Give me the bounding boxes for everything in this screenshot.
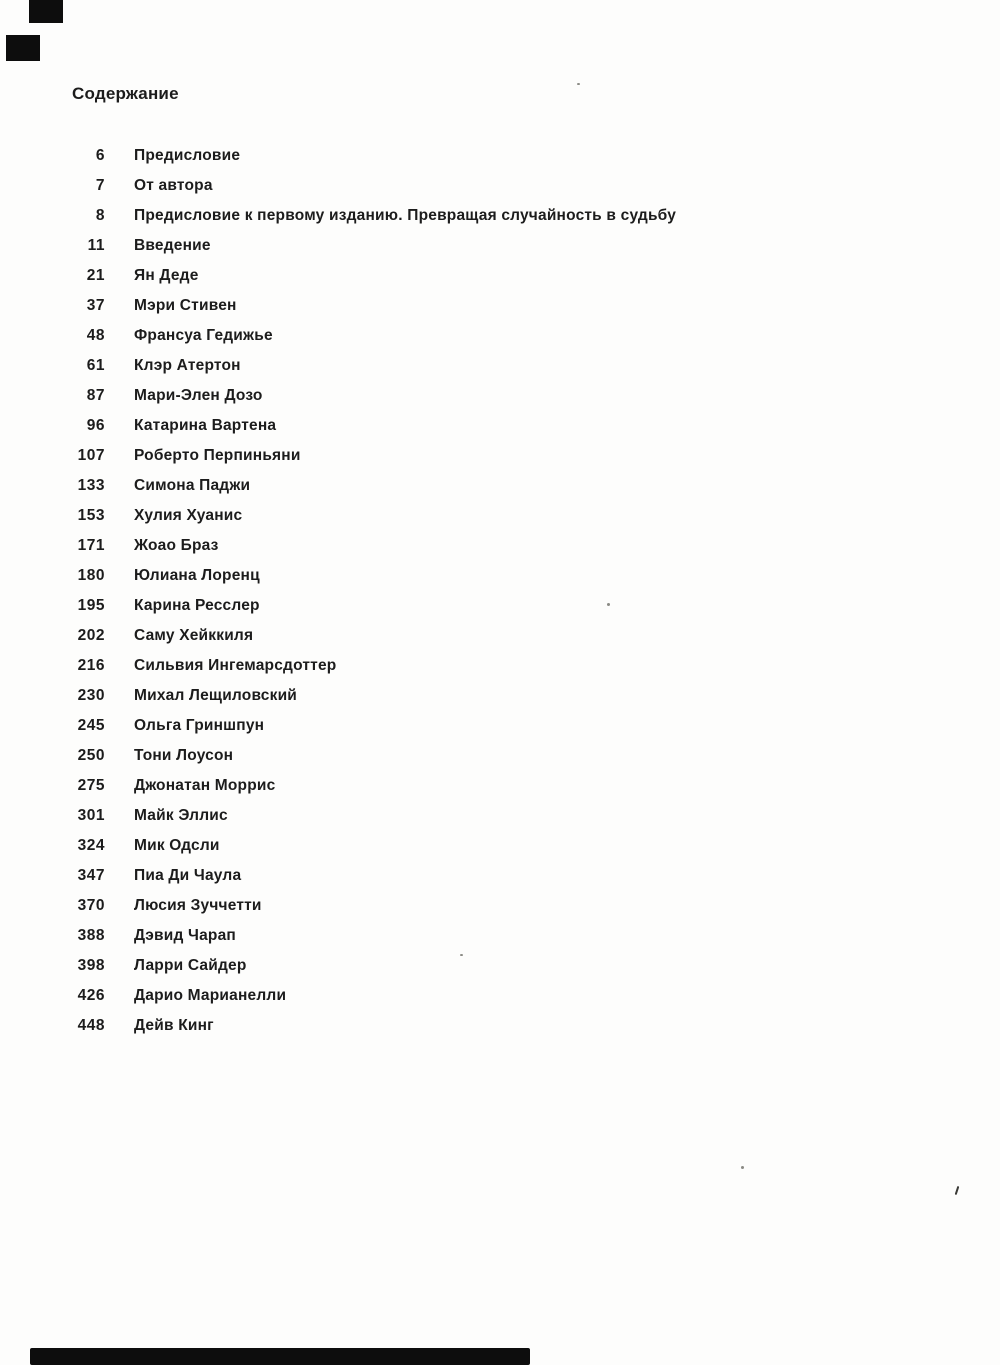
- scan-speck: [577, 83, 580, 85]
- toc-entry-title: Дарио Марианелли: [134, 987, 287, 1004]
- table-of-contents: [0, 141, 1000, 1041]
- toc-entry-title: Ольга Гриншпун: [134, 717, 265, 734]
- toc-page-number: 275: [77, 777, 105, 794]
- toc-entry: [0, 351, 1000, 381]
- toc-entry: [0, 231, 1000, 261]
- toc-entry: [0, 951, 1000, 981]
- toc-entry: [0, 501, 1000, 531]
- scan-artifact-bottom-bar: [30, 1348, 530, 1365]
- toc-entry-title: Сильвия Ингемарсдоттер: [134, 657, 337, 674]
- toc-entry-title: Мари-Элен Дозо: [134, 387, 263, 404]
- toc-entry: [0, 651, 1000, 681]
- toc-page-number: 250: [77, 747, 105, 764]
- toc-entry-title: Катарина Вартена: [134, 417, 277, 434]
- toc-page-number: 21: [86, 267, 105, 284]
- toc-page-number: 96: [86, 417, 105, 434]
- toc-page-number: 37: [86, 297, 105, 314]
- toc-page-number: 230: [77, 687, 105, 704]
- toc-page-number: 48: [86, 327, 105, 344]
- toc-entry: [0, 141, 1000, 171]
- toc-entry: [0, 411, 1000, 441]
- toc-page-number: 8: [95, 207, 105, 224]
- toc-entry: [0, 921, 1000, 951]
- toc-entry-title: Мэри Стивен: [134, 297, 237, 314]
- toc-page-number: 398: [77, 957, 105, 974]
- toc-entry: [0, 291, 1000, 321]
- toc-entry: [0, 771, 1000, 801]
- toc-page-number: 202: [77, 627, 105, 644]
- toc-page-number: 347: [77, 867, 105, 884]
- toc-entry: [0, 381, 1000, 411]
- toc-page-number: 153: [77, 507, 105, 524]
- toc-entry-title: Ян Деде: [134, 267, 199, 284]
- page-title: Содержание: [72, 84, 179, 103]
- toc-entry: [0, 681, 1000, 711]
- toc-entry-title: Майк Эллис: [134, 807, 228, 824]
- toc-page-number: 87: [86, 387, 105, 404]
- toc-entry-title: Франсуа Гедижье: [134, 327, 273, 344]
- toc-entry: [0, 261, 1000, 291]
- toc-entry: [0, 831, 1000, 861]
- toc-entry: [0, 981, 1000, 1011]
- toc-entry-title: Тони Лоусон: [134, 747, 234, 764]
- toc-page-number: 216: [77, 657, 105, 674]
- toc-page-number: 133: [77, 477, 105, 494]
- toc-entry: [0, 171, 1000, 201]
- toc-entry: [0, 531, 1000, 561]
- toc-entry-title: Джонатан Моррис: [134, 777, 276, 794]
- toc-entry-title: Предисловие: [134, 147, 241, 164]
- toc-page-number: 370: [77, 897, 105, 914]
- toc-entry-title: Пиа Ди Чаула: [134, 867, 242, 884]
- scan-artifact-top-left-2: [6, 35, 40, 61]
- toc-entry: [0, 1011, 1000, 1041]
- toc-entry-title: Симона Паджи: [134, 477, 251, 494]
- toc-entry-title: Ларри Сайдер: [134, 957, 247, 974]
- toc-entry-title: Жоао Браз: [134, 537, 219, 554]
- scan-speck: [741, 1166, 744, 1169]
- toc-entry-title: Карина Ресслер: [134, 597, 260, 614]
- toc-page-number: 195: [77, 597, 105, 614]
- toc-page-number: 324: [77, 837, 105, 854]
- toc-entry: [0, 621, 1000, 651]
- toc-entry-title: Мик Одсли: [134, 837, 220, 854]
- toc-page-number: 107: [77, 447, 105, 464]
- toc-entry-title: Саму Хейккиля: [134, 627, 254, 644]
- toc-page-number: 180: [77, 567, 105, 584]
- toc-page-number: 301: [77, 807, 105, 824]
- toc-entry: [0, 321, 1000, 351]
- toc-entry: [0, 471, 1000, 501]
- toc-entry: [0, 561, 1000, 591]
- toc-page-number: 448: [77, 1017, 105, 1034]
- toc-page-number: 6: [95, 147, 105, 164]
- toc-entry: [0, 711, 1000, 741]
- toc-entry: [0, 801, 1000, 831]
- toc-page-number: 245: [77, 717, 105, 734]
- toc-entry: [0, 441, 1000, 471]
- toc-page-number: 426: [77, 987, 105, 1004]
- scan-speck: [955, 1186, 960, 1195]
- toc-entry-title: Михал Лещиловский: [134, 687, 298, 704]
- toc-entry-title: Люсия Зуччетти: [134, 897, 262, 914]
- toc-entry-title: Предисловие к первому изданию. Превращая случайность в судьбу: [134, 207, 677, 224]
- toc-page-number: 11: [87, 237, 105, 254]
- toc-entry-title: Роберто Перпиньяни: [134, 447, 301, 464]
- toc-entry: [0, 861, 1000, 891]
- toc-entry: [0, 741, 1000, 771]
- toc-entry-title: Хулия Хуанис: [134, 507, 243, 524]
- toc-page-number: 7: [95, 177, 105, 194]
- toc-entry: [0, 591, 1000, 621]
- toc-entry-title: Дейв Кинг: [134, 1017, 214, 1034]
- toc-entry-title: Введение: [134, 237, 211, 254]
- toc-entry: [0, 891, 1000, 921]
- toc-page-number: 171: [77, 537, 105, 554]
- toc-entry-title: Юлиана Лоренц: [134, 567, 260, 584]
- toc-entry: [0, 201, 1000, 231]
- scan-artifact-top-left-1: [29, 0, 63, 23]
- toc-entry-title: Клэр Атертон: [134, 357, 241, 374]
- toc-entry-title: Дэвид Чарап: [134, 927, 236, 944]
- toc-page-number: 61: [86, 357, 105, 374]
- toc-entry-title: От автора: [134, 177, 213, 194]
- toc-page-number: 388: [77, 927, 105, 944]
